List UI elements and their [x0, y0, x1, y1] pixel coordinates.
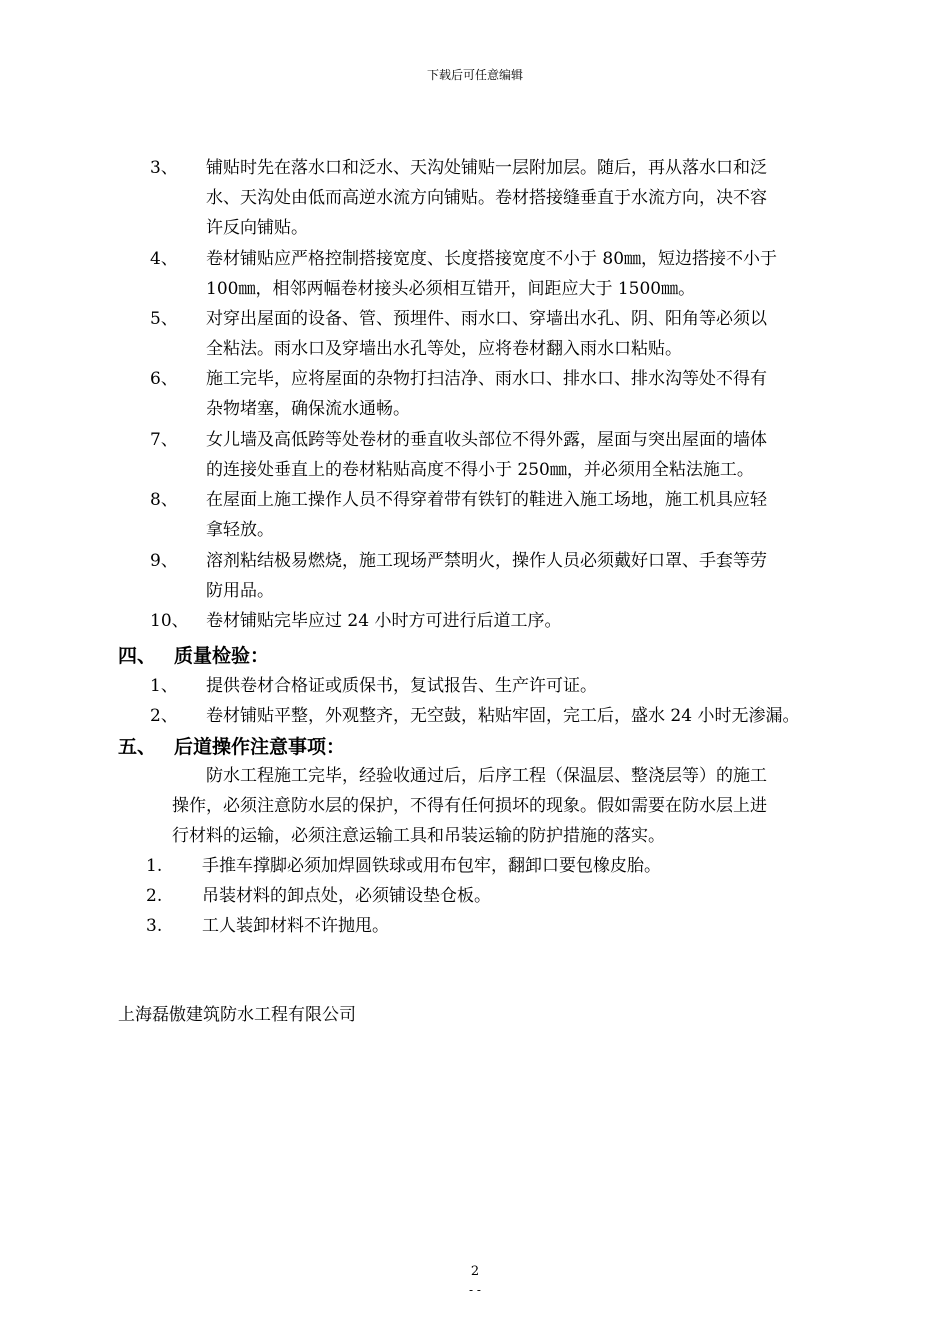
- item-text-line: 全粘法。雨水口及穿墙出水孔等处，应将卷材翻入雨水口粘贴。: [206, 339, 682, 359]
- item-text-line: 100㎜，相邻两幅卷材接头必须相互错开，间距应大于 1500㎜。: [206, 279, 696, 299]
- paragraph-line: 行材料的运输，必须注意运输工具和吊装运输的防护措施的落实。: [172, 826, 665, 846]
- item-number: 3.: [146, 916, 163, 936]
- paragraph-line: 防水工程施工完毕，经验收通过后，后序工程（保温层、整浇层等）的施工: [206, 766, 767, 786]
- item-number: 9、: [150, 551, 178, 571]
- section-title: 质量检验：: [174, 645, 270, 667]
- item-text: 工人装卸材料不许抛甩。: [202, 916, 389, 936]
- item-text-line: 杂物堵塞，确保流水通畅。: [206, 399, 410, 419]
- item-text-line: 施工完毕，应将屋面的杂物打扫洁净、雨水口、排水口、排水沟等处不得有: [206, 369, 767, 389]
- section-number: 五、: [118, 736, 157, 758]
- item-text: 手推车撑脚必须加焊圆铁球或用布包牢，翻卸口要包橡皮胎。: [202, 856, 661, 876]
- item-number: 1、: [150, 676, 178, 696]
- item-text-line: 对穿出屋面的设备、管、预埋件、雨水口、穿墙出水孔、阴、阳角等必须以: [206, 309, 767, 329]
- page-footer: - -: [469, 1283, 481, 1297]
- section-number: 四、: [118, 645, 157, 667]
- item-text-line: 防用品。: [206, 581, 274, 601]
- item-number: 1.: [146, 856, 163, 876]
- item-text: 卷材铺贴平整，外观整齐，无空鼓，粘贴牢固，完工后，盛水 24 小时无渗漏。: [206, 706, 800, 726]
- item-number: 2、: [150, 706, 178, 726]
- item-number: 2.: [146, 886, 163, 906]
- item-text-line: 拿轻放。: [206, 520, 274, 540]
- item-text-line: 在屋面上施工操作人员不得穿着带有铁钉的鞋进入施工场地，施工机具应轻: [206, 490, 767, 510]
- item-number: 5、: [150, 309, 178, 329]
- item-number: 7、: [150, 430, 178, 450]
- page-number: 2: [470, 1264, 480, 1279]
- item-number: 3、: [150, 158, 178, 178]
- item-number: 8、: [150, 490, 178, 510]
- section-title: 后道操作注意事项：: [174, 736, 346, 758]
- item-text: 吊装材料的卸点处，必须铺设垫仓板。: [202, 886, 491, 906]
- item-text: 提供卷材合格证或质保书，复试报告、生产许可证。: [206, 676, 597, 696]
- page-header: 下载后可任意编辑: [426, 68, 523, 82]
- company-name: 上海磊傲建筑防水工程有限公司: [118, 1005, 356, 1025]
- item-text-line: 卷材铺贴应严格控制搭接宽度、长度搭接宽度不小于 80㎜，短边搭接不小于: [206, 249, 778, 269]
- item-number: 6、: [150, 369, 178, 389]
- item-text-line: 铺贴时先在落水口和泛水、天沟处铺贴一层附加层。随后，再从落水口和泛: [206, 158, 767, 178]
- paragraph-line: 操作，必须注意防水层的保护，不得有任何损坏的现象。假如需要在防水层上进: [172, 796, 767, 816]
- item-text-line: 的连接处垂直上的卷材粘贴高度不得小于 250㎜，并必须用全粘法施工。: [206, 460, 754, 480]
- item-text-line: 许反向铺贴。: [206, 218, 308, 238]
- item-text-line: 女儿墙及高低跨等处卷材的垂直收头部位不得外露，屋面与突出屋面的墙体: [206, 430, 767, 450]
- item-number: 4、: [150, 249, 178, 269]
- item-text-line: 卷材铺贴完毕应过 24 小时方可进行后道工序。: [206, 611, 562, 631]
- item-text-line: 溶剂粘结极易燃烧，施工现场严禁明火，操作人员必须戴好口罩、手套等劳: [206, 551, 767, 571]
- item-number: 10、: [150, 611, 189, 631]
- item-text-line: 水、天沟处由低而高逆水流方向铺贴。卷材搭接缝垂直于水流方向，决不容: [206, 188, 767, 208]
